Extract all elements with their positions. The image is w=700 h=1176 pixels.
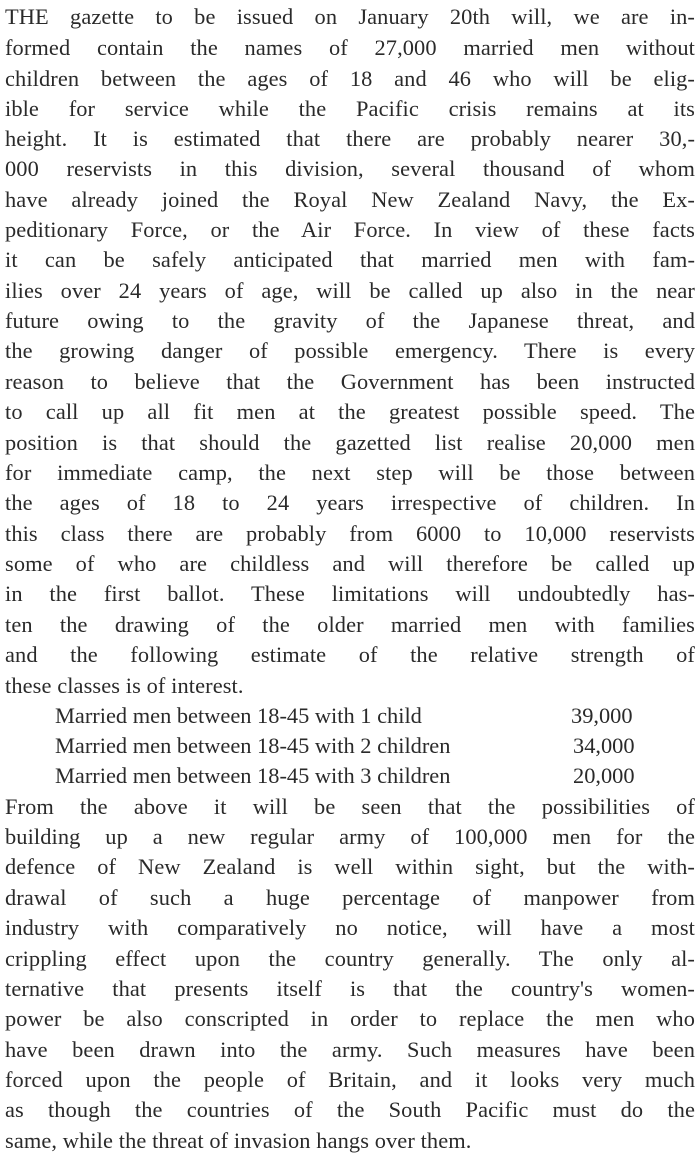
text-line: reason to believe that the Government has been instructed [5, 369, 695, 394]
text-line: and the following estimate of the relative strength of [5, 642, 695, 667]
text-line: building up a new regular army of 100,000 men for the [5, 824, 695, 849]
estimate-label: Married men between 18-45 with 1 child [55, 703, 422, 728]
text-line: future owing to the gravity of the Japanese threat, and [5, 308, 695, 333]
text-line: as though the countries of the South Pacific must do the [5, 1097, 695, 1122]
text-line: in the first ballot. These limitations will undoubtedly has- [5, 581, 695, 606]
table-row [55, 732, 635, 759]
text-line: for immediate camp, the next step will be those between [5, 460, 695, 485]
text-line: peditionary Force, or the Air Force. In view of these facts [5, 217, 695, 242]
text-line: have been drawn into the army. Such measures have been [5, 1037, 695, 1062]
table-row [55, 702, 633, 729]
text-line: height. It is estimated that there are probably nearer 30,- [5, 126, 695, 151]
text-line: same, while the threat of invasion hangs over them. [5, 1128, 472, 1153]
estimate-value: 20,000 [573, 763, 635, 788]
text-line: forced upon the people of Britain, and it looks very much [5, 1067, 695, 1092]
estimate-label: Married men between 18-45 with 3 children [55, 763, 451, 788]
text-line: these classes is of interest. [5, 673, 244, 698]
text-line: formed contain the names of 27,000 married men without [5, 35, 695, 60]
estimate-label: Married men between 18-45 with 2 children [55, 733, 451, 758]
text-line: defence of New Zealand is well within sight, but the with- [5, 854, 695, 879]
text-line: the growing danger of possible emergency. There is every [5, 338, 695, 363]
text-line: ternative that presents itself is that the country's women- [5, 976, 695, 1001]
text-line: ten the drawing of the older married men with families [5, 612, 695, 637]
text-line: children between the ages of 18 and 46 who will be elig- [5, 66, 695, 91]
text-line: ilies over 24 years of age, will be called up also in the near [5, 278, 695, 303]
estimate-value: 39,000 [571, 703, 633, 728]
text-line: to call up all fit men at the greatest possible speed. The [5, 399, 695, 424]
text-line: THE gazette to be issued on January 20th will, we are in- [5, 4, 695, 29]
text-line: have already joined the Royal New Zealand Navy, the Ex- [5, 187, 695, 212]
table-row [55, 762, 635, 789]
text-line: 000 reservists in this division, several thousand of whom [5, 156, 695, 181]
text-line: drawal of such a huge percentage of manpower from [5, 885, 695, 910]
text-line: ible for service while the Pacific crisis remains at its [5, 96, 695, 121]
text-line: power be also conscripted in order to replace the men who [5, 1006, 695, 1031]
text-line: some of who are childless and will therefore be called up [5, 551, 695, 576]
text-line: the ages of 18 to 24 years irrespective of children. In [5, 490, 695, 515]
text-line: it can be safely anticipated that married men with fam- [5, 247, 695, 272]
text-line: crippling effect upon the country generally. The only al- [5, 946, 695, 971]
text-line: industry with comparatively no notice, will have a most [5, 915, 695, 940]
text-line: position is that should the gazetted list realise 20,000 men [5, 430, 695, 455]
text-line: From the above it will be seen that the possibilities of [5, 794, 695, 819]
estimate-value: 34,000 [573, 733, 635, 758]
text-line: this class there are probably from 6000 to 10,000 reservists [5, 521, 695, 546]
